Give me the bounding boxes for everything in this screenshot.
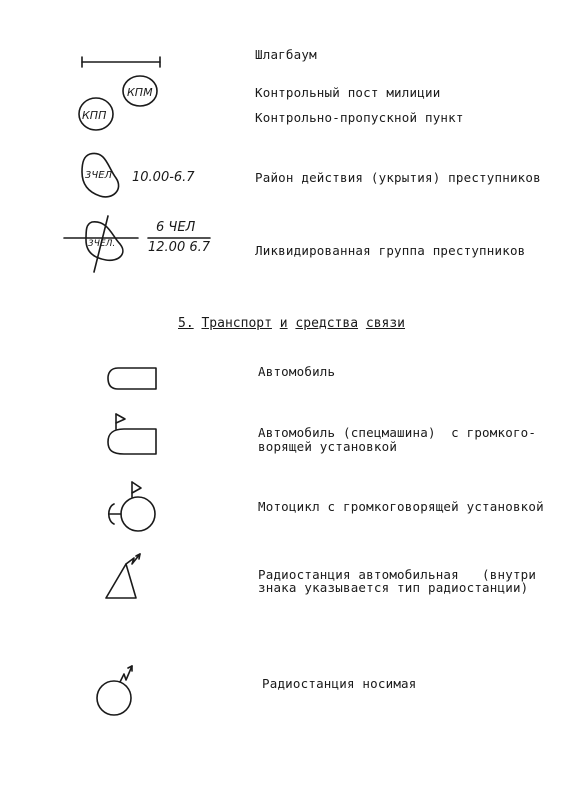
- portable-radio-symbol: [90, 656, 154, 720]
- police-post-label: Контрольный пост милиции: [255, 85, 441, 100]
- car-radio-label-line2: знака указывается тип радиостанции): [258, 580, 529, 595]
- car-radio-label-line1: Радиостанция автомобильная (внутри: [258, 567, 537, 582]
- barrier-symbol: [78, 52, 168, 72]
- car-label: Автомобиль: [258, 364, 336, 379]
- special-car-label-line1: Автомобиль (спецмашина) с громкого-: [258, 425, 537, 440]
- portable-radio-label: Радиостанция носимая: [262, 676, 417, 691]
- motorcycle-symbol: [98, 476, 162, 536]
- special-car-symbol: [102, 410, 162, 460]
- section-word-transport: Транспорт: [201, 316, 272, 331]
- eliminated-group-annotation-top: 6 ЧЕЛ: [156, 220, 196, 235]
- motorcycle-label: Мотоцикл с громкоговорящей установкой: [258, 499, 544, 514]
- section-word-means: средства: [295, 316, 359, 331]
- checkpoint-symbol: [76, 95, 120, 135]
- car-radio-symbol: [100, 550, 164, 604]
- eliminated-group-symbol: [62, 212, 142, 276]
- section-number: 5.: [178, 316, 194, 331]
- checkpoint-sign-text: КПП: [82, 109, 107, 122]
- criminals-area-label: Район действия (укрытия) преступников: [255, 170, 541, 185]
- criminals-area-symbol: [78, 150, 128, 202]
- section-word-communication: связи: [365, 316, 406, 331]
- section-title: [178, 316, 405, 331]
- special-car-label-line2: ворящей установкой: [258, 439, 398, 454]
- eliminated-group-label: Ликвидированная группа преступников: [255, 243, 526, 258]
- police-post-sign-text: КПМ: [127, 86, 153, 99]
- police-post-symbol: [120, 72, 164, 112]
- car-symbol: [104, 364, 160, 394]
- eliminated-group-annotation-bottom: 12.00 6.7: [148, 240, 211, 255]
- section-word-and: и: [279, 316, 288, 331]
- criminals-area-annotation: 10.00-6.7: [132, 170, 195, 185]
- eliminated-group-sign-text: 3ЧЕЛ.: [88, 239, 116, 249]
- checkpoint-label: Контрольно-пропускной пункт: [255, 110, 464, 125]
- criminals-area-sign-text: 3ЧЕЛ: [85, 170, 113, 181]
- barrier-label: Шлагбаум: [255, 47, 317, 62]
